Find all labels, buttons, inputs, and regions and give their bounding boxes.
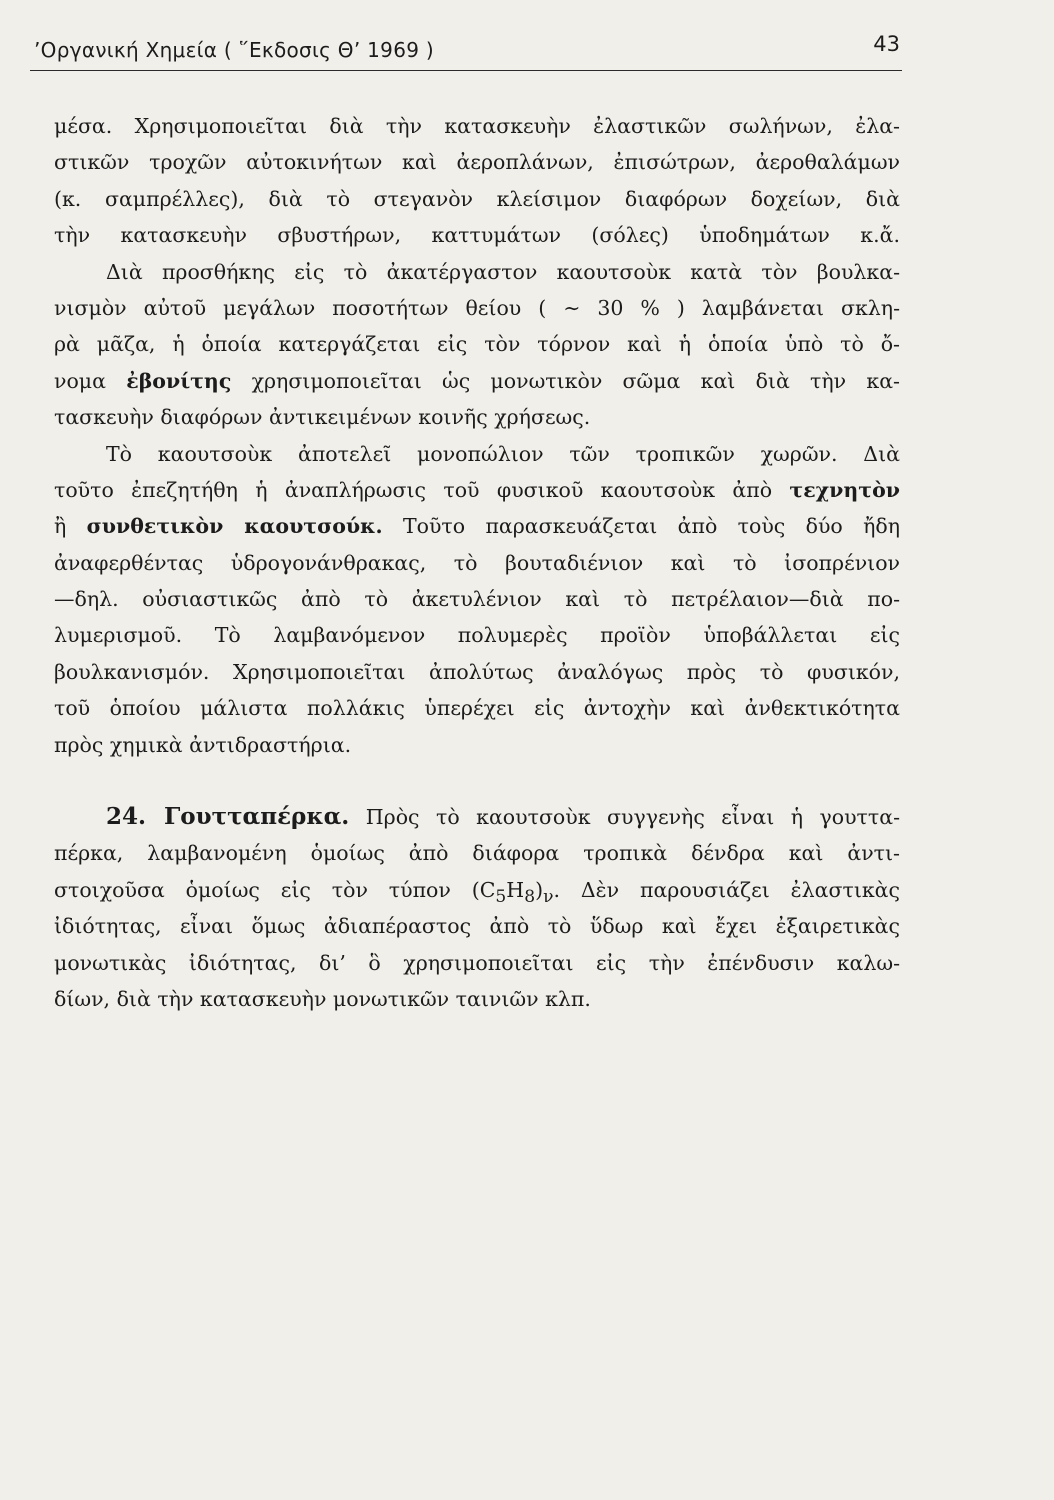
text-fragment: νομα xyxy=(54,368,106,393)
text-fragment: ἢ xyxy=(54,514,67,539)
text-line: πρὸς χημικὰ ἀντιδραστήρια. xyxy=(54,732,352,757)
subscript: 5 xyxy=(495,886,507,907)
text-line: βουλκανισμόν. Χρησιμοποιεῖται ἀπολύτως ἀναλόγως πρὸς τὸ φυσικόν, xyxy=(54,659,900,684)
paragraph-1 xyxy=(54,108,900,254)
page-header xyxy=(30,28,900,68)
text-line xyxy=(54,363,900,399)
section-spacer xyxy=(54,763,900,799)
subscript: ν xyxy=(543,886,554,907)
text-line xyxy=(54,799,900,835)
subscript: 8 xyxy=(524,886,536,907)
paragraph-3 xyxy=(54,436,900,764)
text-fragment: . Δὲν παρουσιάζει ἐλαστικὰς xyxy=(553,877,901,902)
header-rule xyxy=(30,70,902,71)
text-line: Τὸ καουτσοὺκ ἀποτελεῖ μονοπώλιον τῶν τροπικῶν χωρῶν. Διὰ xyxy=(106,441,900,466)
text-fragment: Τοῦτο παρασκευάζεται ἀπὸ τοὺς δύο ἤδη xyxy=(402,514,900,539)
text-line: (κ. σαμπρέλλες), διὰ τὸ στεγανὸν κλείσιμον διαφόρων δοχείων, διὰ xyxy=(54,186,900,211)
text-line: στικῶν τροχῶν αὐτοκινήτων καὶ ἀεροπλάνων, ἐπισώτρων, ἀεροθαλάμων xyxy=(54,150,900,175)
section-24 xyxy=(54,799,900,1017)
text-line: μέσα. Χρησιμοποιεῖται διὰ τὴν κατασκευὴν ἐλαστικῶν σωλήνων, ἐλα- xyxy=(54,114,900,138)
text-line: ἰδιότητας, εἶναι ὅμως ἀδιαπέραστος ἀπὸ τὸ ὕδωρ καὶ ἔχει ἐξαιρετικὰς xyxy=(54,914,900,939)
term-ebonite: ἐβονίτης xyxy=(126,368,232,393)
text-line: ρὰ μᾶζα, ἡ ὁποία κατεργάζεται εἰς τὸν τόρνον καὶ ἡ ὁποία ὑπὸ τὸ ὄ- xyxy=(54,332,900,357)
text-line: μονωτικὰς ἰδιότητας, δι’ ὃ χρησιμοποιεῖται εἰς τὴν ἐπένδυσιν καλω- xyxy=(54,950,900,975)
text-line xyxy=(54,508,900,544)
text-line: τασκευὴν διαφόρων ἀντικειμένων κοινῆς χρήσεως. xyxy=(54,405,591,430)
text-line: Διὰ προσθήκης εἰς τὸ ἀκατέργαστον καουτσοὺκ κατὰ τὸν βουλκα- xyxy=(106,259,900,284)
text-line: λυμερισμοῦ. Τὸ λαμβανόμενον πολυμερὲς προϊὸν ὑποβάλλεται εἰς xyxy=(54,623,900,648)
text-line: τοῦ ὁποίου μάλιστα πολλάκις ὑπερέχει εἰς ἀντοχὴν καὶ ἀνθεκτικότητα xyxy=(54,696,900,721)
running-title: ’Οργανική Χημεία ( ῞Εκδοσις Θ’ 1969 ) xyxy=(34,38,435,62)
text-line: νισμὸν αὐτοῦ μεγάλων ποσοτήτων θείου ( ∼ 30 % ) λαμβάνεται σκλη- xyxy=(54,295,900,320)
paragraph-2 xyxy=(54,254,900,436)
text-fragment: Πρὸς τὸ καουτσοὺκ συγγενὴς εἶναι ἡ γουττα- xyxy=(365,805,900,830)
text-fragment: τοῦτο ἐπεζητήθη ἡ ἀναπλήρωσις τοῦ φυσικοῦ καουτσοὺκ ἀπὸ xyxy=(54,477,773,502)
section-heading: 24. Γουτταπέρκα. xyxy=(106,803,350,831)
text-line: τὴν κατασκευὴν σβυστήρων, καττυμάτων (σόλες) ὑποδημάτων κ.ἄ. xyxy=(54,223,900,248)
term-synthetic: τεχνητὸν xyxy=(789,477,900,502)
text-fragment: χρησιμοποιεῖται ὡς μονωτικὸν σῶμα καὶ διὰ τὴν κα- xyxy=(251,368,900,393)
text-line: ἀναφερθέντας ὑδρογονάνθρακας, τὸ βουταδιένιον καὶ τὸ ἰσοπρένιον xyxy=(54,550,900,575)
text-line xyxy=(54,472,900,508)
term-synthetic-rubber: συνθετικὸν καουτσούκ. xyxy=(86,514,383,539)
text-fragment: στοιχοῦσα ὁμοίως εἰς τὸν τύπον (C xyxy=(54,877,496,902)
text-line: δίων, διὰ τὴν κατασκευὴν μονωτικῶν ταινιῶν κλπ. xyxy=(54,986,591,1011)
text-line: —δηλ. οὐσιαστικῶς ἀπὸ τὸ ἀκετυλένιον καὶ τὸ πετρέλαιον—διὰ πο- xyxy=(54,587,900,612)
body-text xyxy=(54,108,900,1017)
page-number: 43 xyxy=(873,32,900,56)
text-line: πέρκα, λαμβανομένη ὁμοίως ἀπὸ διάφορα τροπικὰ δένδρα καὶ ἀντι- xyxy=(54,841,900,866)
text-fragment: ) xyxy=(535,877,544,902)
text-fragment: H xyxy=(506,877,525,902)
text-line xyxy=(54,872,900,908)
